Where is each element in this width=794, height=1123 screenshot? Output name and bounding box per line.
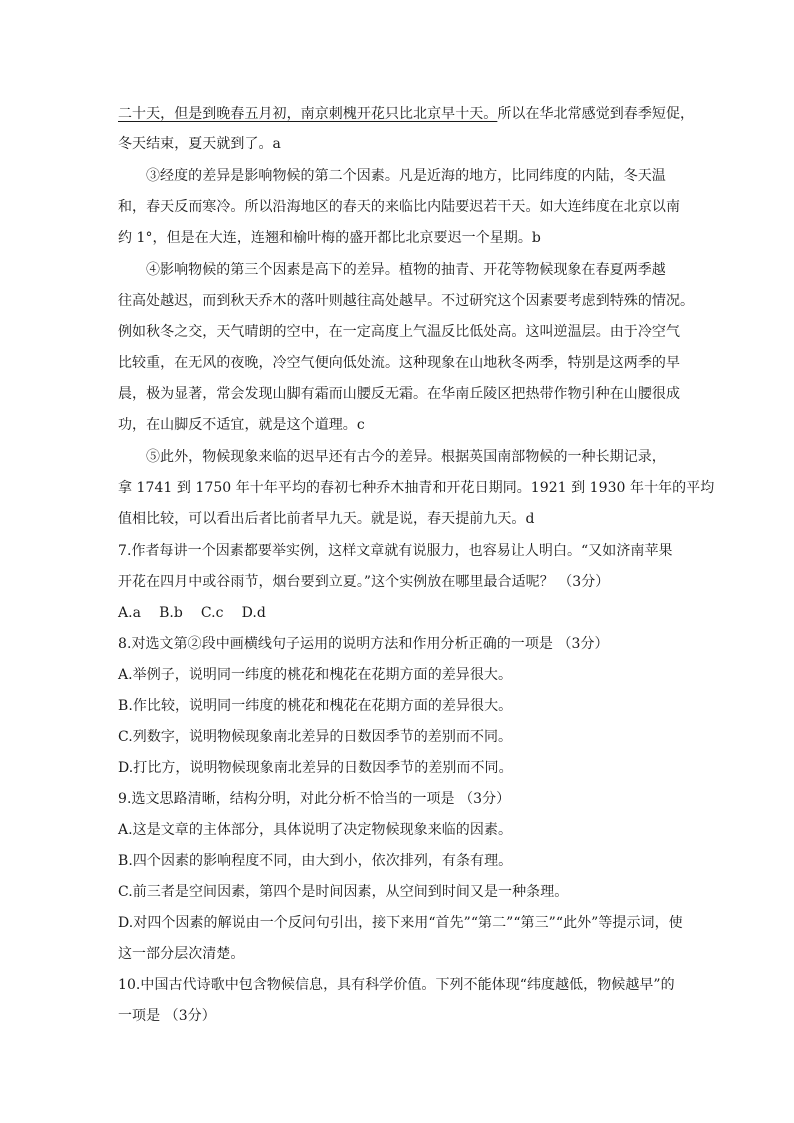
passage-p3-line-3: 约 1°，但是在大连，连翘和榆叶梅的盛开都比北京要迟一个星期。b [118,230,541,246]
passage-p4-line-5: 晨，极为显著，常会发现山脚有霜而山腰反无霜。在华南丘陵区把热带作物引种在山腰很成 [118,386,680,402]
passage-p5-line-2: 拿 1741 到 1750 年十年平均的春初七种乔木抽青和开花日期同。1921 到 1930 年十年的平均 [118,480,715,496]
q9-option-d[interactable]: D.对四个因素的解说由一个反问句引出，接下来用“首先”“第二”“第三”“此外”等提示词，使 [118,915,683,931]
q8-option-d[interactable]: D.打比方，说明物候现象南北差异的日数因季节的差别而不同。 [118,760,513,776]
underlined-sentence: 二十天，但是到晚春五月初，南京刺槐开花只比北京早十天。 [118,106,498,122]
passage-p2-line-1: 二十天，但是到晚春五月初，南京刺槐开花只比北京早十天。所以在华北常感觉到春季短促， [118,106,695,122]
q9-option-a[interactable]: A.这是文章的主体部分，具体说明了决定物候现象来临的因素。 [118,822,513,838]
q7-option-a[interactable]: A.a [118,605,142,621]
q7-stem-line-1: 7.作者每讲一个因素都要举实例，这样文章就有说服力，也容易让人明白。“又如济南苹果 [118,543,673,559]
q9-option-b[interactable]: B.四个因素的影响程度不同，由大到小，依次排列，有条有理。 [118,853,513,869]
q10-stem-line-2: 一项是 （3分） [118,1008,216,1024]
passage-p5-line-3: 值相比较，可以看出后者比前者早九天。就是说，春天提前九天。d [118,511,535,527]
q10-stem-line-1: 10.中国古代诗歌中包含物候信息，具有科学价值。下列不能体现“纬度越低，物候越早”的 [118,977,675,993]
q7-option-d[interactable]: D.d [241,605,266,621]
q9-option-c[interactable]: C.前三者是空间因素，第四个是时间因素，从空间到时间又是一种条理。 [118,884,569,900]
passage-p4-line-1: ④影响物候的第三个因素是高下的差异。植物的抽青、开花等物候现象在春夏两季越 [146,262,666,278]
q8-option-b[interactable]: B.作比较，说明同一纬度的桃花和槐花在花期方面的差异很大。 [118,698,513,714]
q9-option-d-continued: 这一部分层次清楚。 [118,946,245,962]
q7-option-c[interactable]: C.c [200,605,224,621]
passage-p4-line-3: 例如秋冬之交，天气晴朗的空中，在一定高度上气温反比低处高。这叫逆温层。由于冷空气 [118,324,680,340]
passage-p3-line-2: 和，春天反而寒冷。所以沿海地区的春天的来临比内陆要迟若干天。如大连纬度在北京以南 [118,199,680,215]
passage-p4-line-2: 往高处越迟，而到秋天乔木的落叶则越往高处越早。不过研究这个因素要考虑到特殊的情况。 [118,293,695,309]
q9-stem: 9.选文思路清晰，结构分明，对此分析不恰当的一项是 （3分） [118,791,511,807]
passage-p2-line-2: 冬天结束，夏天就到了。a [118,136,281,152]
q7-stem-line-2: 开花在四月中或谷雨节，烟台要到立夏。”这个实例放在哪里最合适呢？ （3分） [118,574,610,590]
q8-option-a[interactable]: A.举例子，说明同一纬度的桃花和槐花在花期方面的差异很大。 [118,667,513,683]
q8-stem: 8.对选文第②段中画横线句子运用的说明方法和作用分析正确的一项是 （3分） [118,636,609,652]
passage-p4-line-4: 比较重，在无风的夜晚，冷空气便向低处流。这种现象在山地秋冬两季，特别是这两季的早 [118,355,680,371]
q7-options [118,603,680,623]
passage-p3-line-1: ③经度的差异是影响物候的第二个因素。凡是近海的地方，比同纬度的内陆，冬天温 [146,168,666,184]
q8-option-c[interactable]: C.列数字，说明物候现象南北差异的日数因季节的差别而不同。 [118,729,513,745]
q7-option-b[interactable]: B.b [159,605,183,621]
passage-p5-line-1: ⑤此外，物候现象来临的迟早还有古今的差异。根据英国南部物候的一种长期记录， [146,449,666,465]
passage-p4-line-6: 功，在山脚反不适宜，就是这个道理。c [118,417,365,433]
